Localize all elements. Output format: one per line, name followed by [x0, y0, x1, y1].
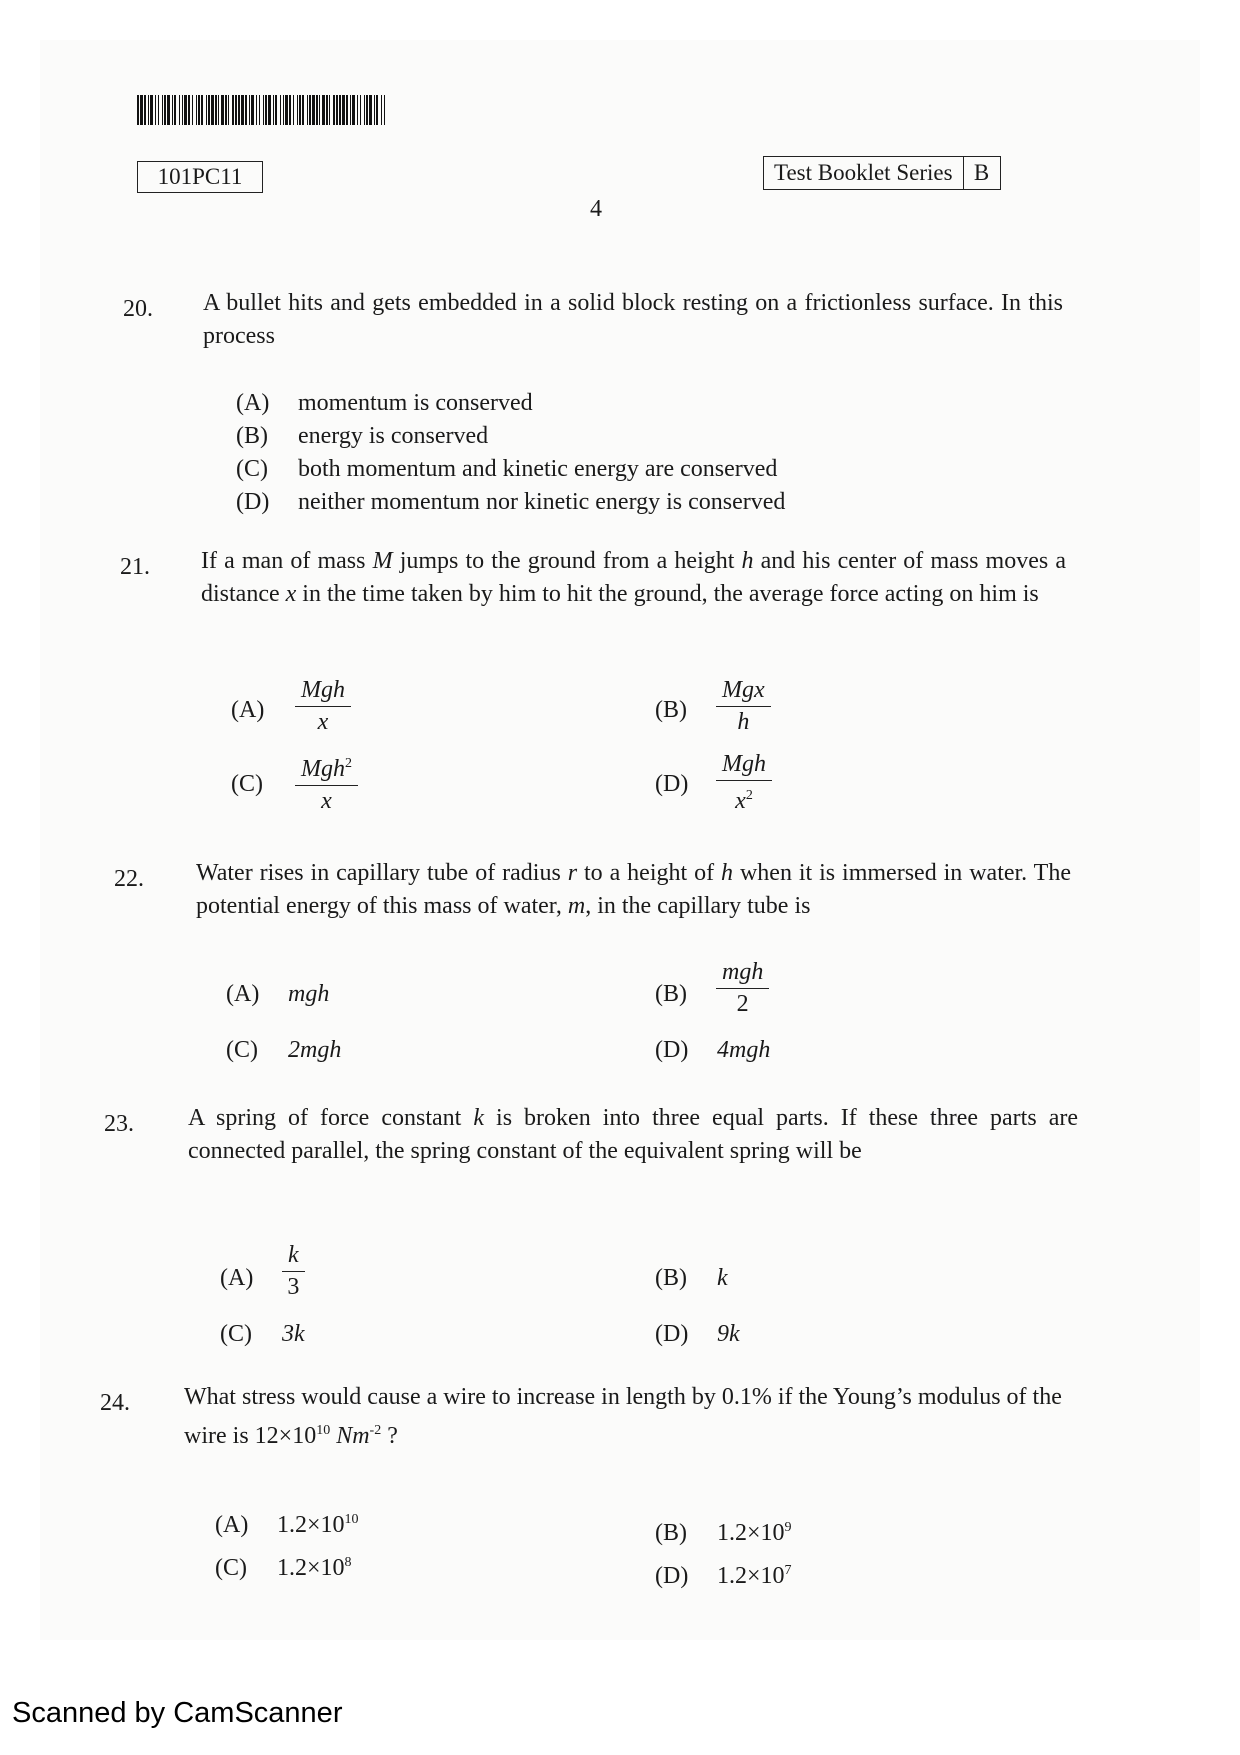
barcode-bar: [273, 95, 274, 125]
option-label: (D): [236, 489, 270, 515]
option-label: (C): [215, 1555, 247, 1581]
option-label: (B): [655, 1520, 687, 1546]
numerator: Mgh: [295, 676, 351, 707]
barcode-bar: [188, 95, 190, 125]
option-text: 3k: [282, 1321, 305, 1347]
option-text: 4mgh: [717, 1037, 771, 1063]
question-number: 21.: [120, 554, 150, 580]
option-fraction: [295, 676, 351, 737]
barcode-bar: [184, 95, 187, 125]
option-text: 9k: [717, 1321, 740, 1347]
option[interactable]: [215, 1555, 352, 1582]
option-label: (A): [236, 390, 270, 416]
variable: r: [567, 860, 578, 886]
numerator: Mgh: [716, 750, 772, 781]
barcode-bar: [316, 95, 318, 125]
barcode-bar: [312, 95, 315, 125]
option[interactable]: [226, 1037, 341, 1064]
barcode-bar: [172, 95, 173, 125]
option-label: (C): [220, 1321, 252, 1347]
option-fraction: [716, 676, 771, 737]
barcode-bar: [201, 95, 203, 125]
variable: h: [721, 860, 734, 886]
option-label[interactable]: (B): [655, 981, 687, 1007]
exponent: 10: [344, 1512, 359, 1527]
barcode-bar: [280, 95, 281, 125]
option-label[interactable]: (D): [655, 771, 689, 797]
barcode-bar: [289, 95, 291, 125]
option-label[interactable]: (B): [655, 697, 687, 723]
text-run: to a height of: [577, 860, 722, 886]
text-run: in the time taken by him to hit the ground, the average force acting on him is: [296, 581, 1039, 607]
barcode-bar: [299, 95, 301, 125]
option-text: both momentum and kinetic energy are conserved: [298, 456, 778, 482]
barcode-bar: [215, 95, 217, 125]
barcode-bar: [319, 95, 320, 125]
barcode-bar: [228, 95, 229, 125]
barcode-bar: [374, 95, 375, 125]
option-label: (A): [215, 1512, 249, 1538]
option-label: (B): [655, 1265, 687, 1291]
barcode-bar: [297, 95, 298, 125]
option[interactable]: [236, 486, 785, 519]
variable: m: [567, 893, 586, 919]
barcode-bar: [211, 95, 214, 125]
barcode-bar: [309, 95, 311, 125]
page-number: 4: [590, 196, 602, 222]
denominator: x: [317, 709, 329, 735]
option-label: (D): [655, 1321, 689, 1347]
text-run: , in the capillary tube is: [585, 893, 811, 919]
barcode-bar: [251, 95, 254, 125]
barcode-bar: [158, 95, 159, 125]
barcode-bar: [144, 95, 146, 125]
barcode-bar: [342, 95, 345, 125]
exponent: 9: [784, 1520, 792, 1535]
barcode-bar: [192, 95, 193, 125]
barcode-bar: [302, 95, 304, 125]
option-fraction: [716, 958, 769, 1019]
barcode-bar: [218, 95, 219, 125]
barcode-bar: [384, 95, 385, 125]
text-run: and his center of mass moves a distance: [201, 548, 1066, 607]
barcode-bar: [259, 95, 260, 125]
option-label[interactable]: (C): [231, 771, 263, 797]
barcode-bar: [235, 95, 237, 125]
option[interactable]: [236, 453, 785, 486]
option-fraction: [716, 750, 772, 816]
text-run: A spring of force constant: [188, 1105, 474, 1131]
denominator: x: [735, 788, 746, 814]
option-base: 1.2×10: [717, 1563, 785, 1589]
option[interactable]: [655, 1265, 728, 1292]
barcode-bar: [285, 95, 288, 125]
barcode-bar: [137, 95, 139, 125]
barcode-bar: [307, 95, 308, 125]
exponent: -2: [369, 1423, 382, 1438]
barcode-bar: [249, 95, 250, 125]
barcode-bar: [357, 95, 358, 125]
barcode-bar: [164, 95, 166, 125]
barcode-bar: [162, 95, 163, 125]
barcode-bar: [376, 95, 378, 125]
option-label: (C): [226, 1037, 258, 1063]
option-label: (D): [655, 1563, 689, 1589]
text-run: If a man of mass: [201, 548, 373, 574]
barcode-bar: [329, 95, 330, 125]
barcode-bar: [208, 95, 210, 125]
barcode-bar: [167, 95, 170, 125]
barcode-bar: [366, 95, 368, 125]
option-label[interactable]: (A): [220, 1265, 254, 1291]
exponent: 8: [344, 1555, 352, 1570]
barcode-bar: [196, 95, 197, 125]
option-fraction: [295, 750, 358, 816]
question-text: A bullet hits and gets embedded in a solid block resting on a frictionless surface. In this process: [203, 290, 1063, 349]
option-label: (C): [236, 456, 268, 482]
barcode-bar: [232, 95, 234, 125]
text-run: when it is immersed in water. The potential energy of this mass of water,: [196, 860, 1071, 919]
barcode-bar: [283, 95, 284, 125]
barcode-bar: [346, 95, 348, 125]
exponent: 2: [345, 756, 352, 771]
denominator: x: [321, 788, 332, 814]
option[interactable]: [655, 1520, 792, 1547]
option-text: k: [717, 1265, 728, 1291]
option-fraction: [282, 1241, 305, 1302]
option-list: [236, 387, 785, 519]
scanner-watermark: Scanned by CamScanner: [12, 1697, 343, 1729]
question-number: 24.: [100, 1390, 130, 1416]
barcode-bar: [225, 95, 227, 125]
barcode-bar: [155, 95, 156, 125]
numerator: Mgx: [716, 676, 771, 707]
variable: x: [285, 581, 297, 607]
denominator: h: [737, 709, 750, 735]
option-label: (D): [655, 1037, 689, 1063]
question-text: [188, 1102, 1078, 1168]
barcode-bar: [333, 95, 335, 125]
option-text: neither momentum nor kinetic energy is conserved: [298, 489, 786, 515]
option[interactable]: [215, 1512, 359, 1539]
option-label[interactable]: (A): [231, 697, 265, 723]
barcode-bar: [293, 95, 294, 125]
numerator: mgh: [716, 958, 769, 989]
option[interactable]: [226, 981, 329, 1008]
option[interactable]: [236, 387, 785, 420]
barcode-bar: [352, 95, 355, 125]
barcode-bar: [336, 95, 338, 125]
barcode-bar: [263, 95, 264, 125]
barcode-bar: [182, 95, 183, 125]
barcode-bar: [256, 95, 257, 125]
option[interactable]: [655, 1563, 792, 1590]
barcode: [137, 95, 385, 125]
denominator: 3: [287, 1274, 300, 1300]
option-base: 1.2×10: [277, 1512, 345, 1538]
question-text: [184, 1381, 1089, 1453]
barcode-bar: [140, 95, 143, 125]
barcode-bar: [179, 95, 180, 125]
exponent: 10: [316, 1423, 331, 1438]
barcode-bar: [364, 95, 365, 125]
denominator: 2: [736, 991, 749, 1017]
test-booklet-series-box: [763, 156, 1001, 190]
question-number: 22.: [114, 866, 144, 892]
option-text: energy is conserved: [298, 423, 489, 449]
barcode-bar: [206, 95, 207, 125]
option[interactable]: [655, 1037, 770, 1064]
barcode-bar: [265, 95, 267, 125]
barcode-bar: [350, 95, 351, 125]
barcode-bar: [198, 95, 200, 125]
barcode-bar: [245, 95, 247, 125]
series-label: Test Booklet Series: [774, 160, 953, 185]
exponent: 2: [745, 788, 753, 803]
barcode-bar: [238, 95, 240, 125]
option-base: 1.2×10: [277, 1555, 345, 1581]
option-label: (B): [236, 423, 268, 449]
question-text: [196, 857, 1071, 923]
option[interactable]: [655, 1321, 740, 1348]
question-number: 23.: [104, 1111, 134, 1137]
barcode-bar: [268, 95, 271, 125]
barcode-bar: [148, 95, 149, 125]
unit: Nm: [330, 1423, 370, 1449]
variable: h: [741, 548, 754, 574]
barcode-bar: [322, 95, 325, 125]
text-run: is broken into three equal parts. If these three parts are connected parallel, the spring constant of the equivalent spring will be: [188, 1105, 1078, 1164]
exponent: 7: [784, 1563, 792, 1578]
barcode-bar: [369, 95, 372, 125]
barcode-bar: [339, 95, 341, 125]
series-letter: B: [963, 157, 1000, 189]
paper-code-box: [137, 161, 263, 193]
text-run: jumps to the ground from a height: [392, 548, 742, 574]
option[interactable]: [220, 1321, 305, 1348]
option-base: 1.2×10: [717, 1520, 785, 1546]
barcode-bar: [326, 95, 328, 125]
numerator: k: [282, 1241, 305, 1272]
barcode-bar: [241, 95, 244, 125]
paper-code: 101PC11: [157, 164, 243, 189]
question-number: 20.: [123, 296, 153, 322]
option[interactable]: [236, 420, 785, 453]
barcode-bar: [360, 95, 361, 125]
variable: k: [473, 1105, 485, 1131]
variable: M: [372, 548, 393, 574]
barcode-bar: [174, 95, 176, 125]
question-text: [201, 545, 1066, 611]
barcode-bar: [150, 95, 153, 125]
barcode-bar: [221, 95, 224, 125]
option-text: momentum is conserved: [298, 390, 533, 416]
barcode-bar: [275, 95, 277, 125]
option-label: (A): [226, 981, 260, 1007]
text-run: Water rises in capillary tube of radius: [196, 860, 568, 886]
text-run: ?: [381, 1423, 398, 1449]
barcode-bar: [381, 95, 382, 125]
numerator: Mgh: [301, 756, 345, 782]
text-run: What stress would cause a wire to increase in length by 0.1% if the Young’s modulus of the wire is 12×10: [184, 1384, 1062, 1449]
option-text: 2mgh: [288, 1037, 342, 1063]
option-text: mgh: [288, 981, 330, 1007]
